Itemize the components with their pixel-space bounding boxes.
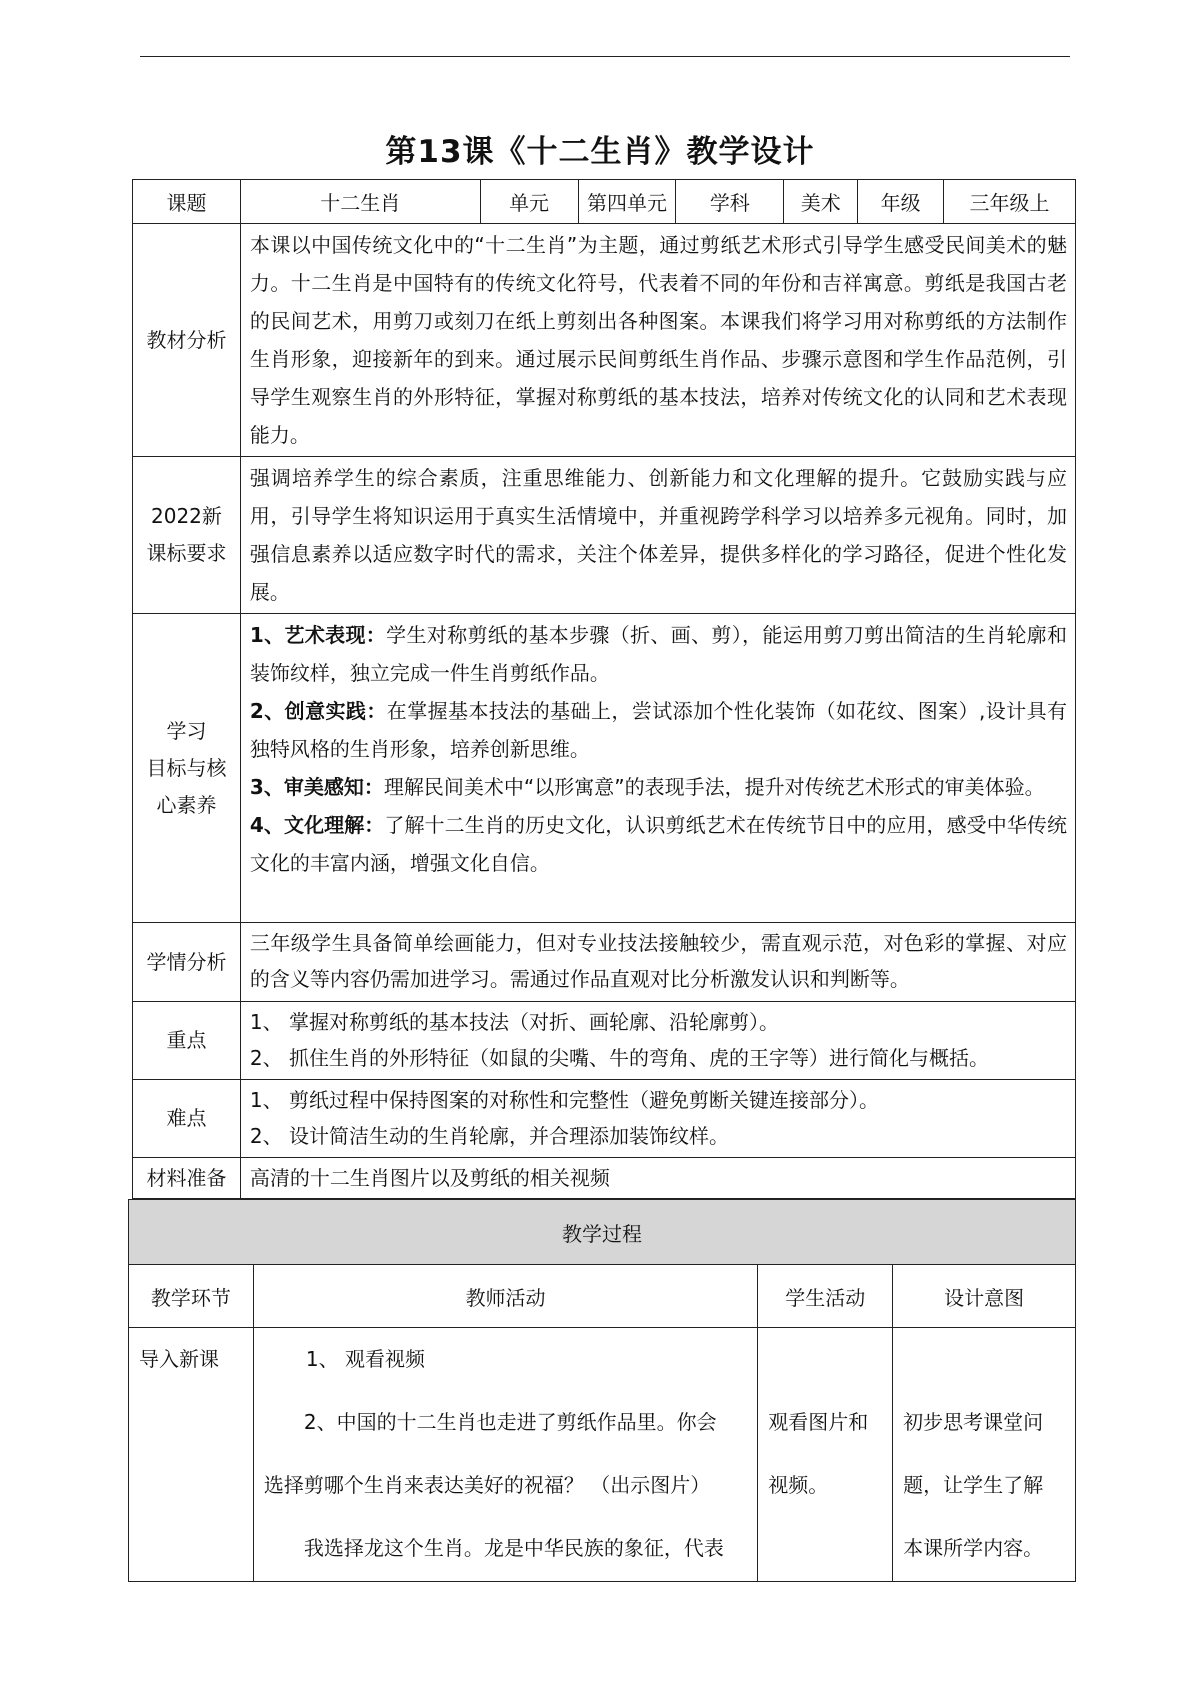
- grade-value: 三年级上: [944, 180, 1076, 224]
- student-line: 观看图片和: [768, 1410, 869, 1434]
- standard-label-line1: 2022新: [151, 504, 222, 528]
- intent-line: 本课所学内容。: [903, 1536, 1044, 1560]
- keypoints-row: [133, 1002, 1076, 1080]
- intent-line: 题，让学生了解: [903, 1473, 1044, 1497]
- analysis-row: [133, 224, 1076, 457]
- materials-label: 材料准备: [133, 1158, 241, 1199]
- objective-item: [250, 806, 1067, 882]
- objective-item: [250, 768, 1067, 806]
- unit-label: 单元: [480, 180, 578, 224]
- objectives-text: [240, 614, 1075, 923]
- document-title: 第13课《十二生肖》教学设计: [385, 134, 815, 170]
- standard-row: [133, 457, 1076, 614]
- intent-line: 初步思考课堂问: [903, 1410, 1044, 1434]
- objective-head: 4、文化理解：: [249, 813, 385, 837]
- student-activity-cell: [758, 1328, 893, 1582]
- materials-row: [133, 1158, 1076, 1199]
- objective-item: [250, 692, 1067, 768]
- objectives-row: [133, 614, 1076, 923]
- objectives-label-line1: 学习: [166, 718, 207, 743]
- standard-label-line2: 课标要求: [146, 541, 227, 565]
- objectives-label: [133, 614, 241, 923]
- info-header-row: [133, 180, 1076, 224]
- keypoint-item: 2、 抓住生肖的外形特征（如鼠的尖嘴、牛的弯角、虎的王字等）进行简化与概括。: [249, 1046, 990, 1070]
- analysis-label: 教材分析: [133, 224, 241, 457]
- analysis-text: 本课以中国传统文化中的“十二生肖”为主题，通过剪纸艺术形式引导学生感受民间美术的魅力。十二生肖是中国特有的传统文化符号，代表着不同的年份和吉祥寓意。剪纸是我国古老的民间艺术，用剪刀或刻刀在纸上剪刻出各种图案。本课我们将学习用对称剪纸的方法制作生肖形象，迎接新年的到来。通过展示民间剪纸生肖作品、步骤示意图和学生作品范例，引导学生观察生肖的外形特征，掌握对称剪纸的基本技法，培养对传统文化的认同和艺术表现能力。: [240, 224, 1075, 457]
- teaching-process-table: [128, 1199, 1076, 1582]
- keypoints-label: 重点: [133, 1002, 241, 1080]
- objective-text: 了解十二生肖的历史文化，认识剪纸艺术在传统节日中的应用，感受中华传统文化的丰富内涵，增强文化自信。: [249, 813, 1067, 875]
- column-header-intent: 设计意图: [893, 1265, 1076, 1328]
- process-title: 教学过程: [129, 1200, 1076, 1265]
- learners-label: 学情分析: [133, 923, 241, 1002]
- topic-value: 十二生肖: [240, 180, 480, 224]
- teacher-line: 2、中国的十二生肖也走进了剪纸作品里。你会: [303, 1410, 717, 1434]
- objectives-label-line3: 心素养: [156, 792, 217, 817]
- stage-cell: 导入新课: [129, 1328, 254, 1582]
- subject-label: 学科: [676, 180, 784, 224]
- unit-value: 第四单元: [578, 180, 676, 224]
- intent-cell: [893, 1328, 1076, 1582]
- objectives-label-line2: 目标与核: [146, 755, 227, 780]
- difficulties-row: [133, 1080, 1076, 1158]
- objective-head: 2、创意实践：: [249, 699, 387, 723]
- column-header-student: 学生活动: [758, 1265, 893, 1328]
- header-rule: [140, 56, 1070, 57]
- objective-text: 理解民间美术中“以形寓意”的表现手法，提升对传统艺术形式的审美体验。: [383, 775, 1045, 799]
- keypoint-item: 1、 掌握对称剪纸的基本技法（对折、画轮廓、沿轮廓剪）。: [249, 1010, 780, 1034]
- objective-text: 在掌握基本技法的基础上，尝试添加个性化装饰（如花纹、图案）,设计具有独特风格的生肖形象，培养创新思维。: [249, 699, 1067, 761]
- materials-text: 高清的十二生肖图片以及剪纸的相关视频: [240, 1158, 1075, 1199]
- learners-text: 三年级学生具备简单绘画能力，但对专业技法接触较少，需直观示范，对色彩的掌握、对应的含义等内容仍需加进学习。需通过作品直观对比分析激发认识和判断等。: [240, 923, 1075, 1002]
- objective-item: [250, 616, 1067, 692]
- teacher-activity-cell: [253, 1328, 757, 1582]
- subject-value: 美术: [784, 180, 858, 224]
- teacher-line: 我选择龙这个生肖。龙是中华民族的象征，代表: [303, 1536, 724, 1560]
- objective-head: 3、审美感知：: [249, 775, 384, 799]
- standard-text: 强调培养学生的综合素质，注重思维能力、创新能力和文化理解的提升。它鼓励实践与应用，引导学生将知识运用于真实生活情境中，并重视跨学科学习以培养多元视角。同时，加强信息素养以适应数字时代的需求，关注个体差异，提供多样化的学习路径，促进个性化发展。: [240, 457, 1075, 614]
- difficulty-item: 1、 剪纸过程中保持图案的对称性和完整性（避免剪断关键连接部分）。: [249, 1088, 880, 1112]
- grade-label: 年级: [858, 180, 944, 224]
- column-header-teacher: 教师活动: [253, 1265, 757, 1328]
- keypoints-text: [240, 1002, 1075, 1080]
- column-header-stage: 教学环节: [129, 1265, 254, 1328]
- topic-label: 课题: [133, 180, 241, 224]
- difficulties-label: 难点: [133, 1080, 241, 1158]
- objective-head: 1、艺术表现：: [249, 623, 387, 647]
- process-column-row: [129, 1265, 1076, 1328]
- difficulty-item: 2、 设计简洁生动的生肖轮廓，并合理添加装饰纹样。: [249, 1124, 730, 1148]
- teacher-line: 选择剪哪个生肖来表达美好的祝福？ （出示图片）: [263, 1473, 711, 1497]
- objective-text: 学生对称剪纸的基本步骤（折、画、剪），能运用剪刀剪出简洁的生肖轮廓和装饰纹样，独立完成一件生肖剪纸作品。: [249, 623, 1067, 685]
- process-title-row: [129, 1200, 1076, 1265]
- teacher-line: 1、 观看视频: [305, 1347, 425, 1371]
- lesson-info-table: [132, 179, 1076, 1199]
- student-line: 视频。: [768, 1473, 829, 1497]
- standard-label: [133, 457, 241, 614]
- difficulties-text: [240, 1080, 1075, 1158]
- learners-row: [133, 923, 1076, 1002]
- process-row: [129, 1328, 1076, 1582]
